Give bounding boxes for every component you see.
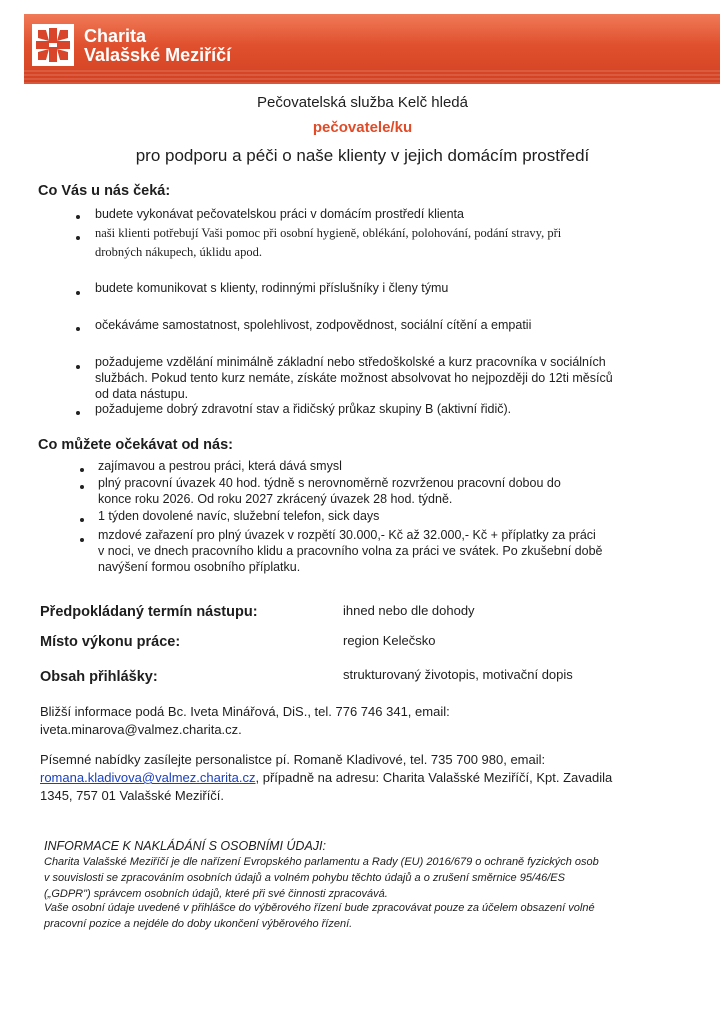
place-label: Místo výkonu práce: — [40, 634, 181, 650]
offer-item-5-line2: službách. Pokud tento kurz nemáte, získáte možnost absolvovat ho nejpozději do 12ti měsíců — [95, 371, 613, 385]
apply-address: , případně na adresu: Charita Valašské Meziříčí, Kpt. Zavadila — [255, 770, 613, 785]
bullet — [80, 538, 84, 542]
gdpr-line5: pracovní pozice a nejdéle do doby ukončení výběrového řízení. — [44, 918, 353, 930]
apply-line3: 1345, 757 01 Valašské Meziříčí. — [40, 788, 225, 803]
expect-item-3: 1 týden dovolené navíc, služební telefon, sick days — [98, 509, 380, 523]
bullet — [80, 485, 84, 489]
start-label: Předpokládaný termín nástupu: — [40, 604, 258, 620]
bullet — [76, 291, 80, 295]
offer-item-4: očekáváme samostatnost, spolehlivost, zodpovědnost, sociální cítění a empatii — [95, 318, 532, 332]
gdpr-line1: Charita Valašské Meziříčí je dle nařízení Evropského parlamentu a Rady (EU) 2016/679 o ochraně fyzických osob — [44, 856, 599, 868]
offer-item-6: požadujeme dobrý zdravotní stav a řidičský průkaz skupiny B (aktivní řidič). — [95, 402, 512, 416]
bullet — [76, 327, 80, 331]
bullet — [76, 411, 80, 415]
expect-item-4-line1: mzdové zařazení pro plný úvazek v rozpětí 30.000,- Kč až 32.000,- Kč + příplatky za práci — [98, 528, 596, 542]
content-label: Obsah přihlášky: — [40, 669, 158, 685]
position-title: pečovatele/ku — [312, 119, 413, 136]
expect-item-1: zajímavou a pestrou práci, která dává smysl — [98, 459, 342, 473]
expect-item-4-line3: navýšení formou osobního příplatku. — [98, 560, 301, 574]
offer-item-3: budete komunikovat s klienty, rodinnými příslušníky i členy týmu — [95, 281, 449, 295]
offer-item-5-line3: od data nástupu. — [95, 387, 189, 401]
offer-item-2-line1: naši klienti potřebují Vaši pomoc při osobní hygieně, oblékání, polohování, podání stravy, při — [95, 226, 562, 240]
start-value: ihned nebo dle dohody — [343, 603, 475, 618]
place-value: region Kelečsko — [343, 633, 436, 648]
offer-item-5-line1: požadujeme vzdělání minimálně základní nebo středoškolské a kurz pracovníka v sociálních — [95, 355, 606, 369]
content-value: strukturovaný životopis, motivační dopis — [343, 667, 573, 682]
org-name-line1: Charita — [84, 26, 147, 46]
expect-item-2-line2: konce roku 2026. Od roku 2027 zkrácený úvazek 28 hod. týdně. — [98, 492, 453, 506]
expect-item-2-line1: plný pracovní úvazek 40 hod. týdně s nerovnoměrně rozvrženou pracovní dobou do — [98, 476, 561, 490]
apply-line1: Písemné nabídky zasílejte personalistce pí. Romaně Kladivové, tel. 735 700 980, email: — [40, 752, 546, 767]
offer-heading: Co Vás u nás čeká: — [38, 183, 171, 199]
bullet — [80, 468, 84, 472]
offer-item-2-line2: drobných nákupech, úklidu apod. — [95, 245, 262, 259]
gdpr-heading: INFORMACE K NAKLÁDÁNÍ S OSOBNÍMI ÚDAJI: — [44, 839, 326, 853]
offer-item-1: budete vykonávat pečovatelskou práci v domácím prostředí klienta — [95, 207, 464, 221]
gdpr-line3: („GDPR") správcem osobních údajů, které při své činnosti zpracovává. — [44, 888, 388, 900]
apply-line2 — [40, 770, 612, 785]
bullet — [76, 365, 80, 369]
bullet — [80, 518, 84, 522]
expect-item-4-line2: v noci, ve dnech pracovního klidu a pracovního volna za práci ve svátek. Po zkušební době — [98, 544, 603, 558]
header-banner — [24, 14, 720, 84]
apply-email-link[interactable]: romana.kladivova@valmez.charita.cz — [40, 770, 256, 785]
expect-heading: Co můžete očekávat od nás: — [38, 437, 233, 453]
bullet — [76, 215, 80, 219]
org-name-line2: Valašské Meziříčí — [84, 45, 232, 65]
contact-line2: iveta.minarova@valmez.charita.cz. — [40, 722, 242, 737]
title-line1: Pečovatelská služba Kelč hledá — [257, 94, 468, 111]
title-line3: pro podporu a péči o naše klienty v jejich domácím prostředí — [135, 146, 590, 165]
bullet — [76, 236, 80, 240]
charita-cross-logo-icon — [32, 24, 74, 66]
gdpr-line2: v souvislosti se zpracováním osobních údajů a volném pohybu těchto údajů a o zrušení směrnice 95/46/ES — [44, 872, 565, 884]
gdpr-line4: Vaše osobní údaje uvedené v přihlášce do výběrového řízení bude zpracovávat pouze za účelem obsazení volné — [44, 902, 595, 914]
contact-line1: Bližší informace podá Bc. Iveta Minářová, DiS., tel. 776 746 341, email: — [40, 704, 450, 719]
